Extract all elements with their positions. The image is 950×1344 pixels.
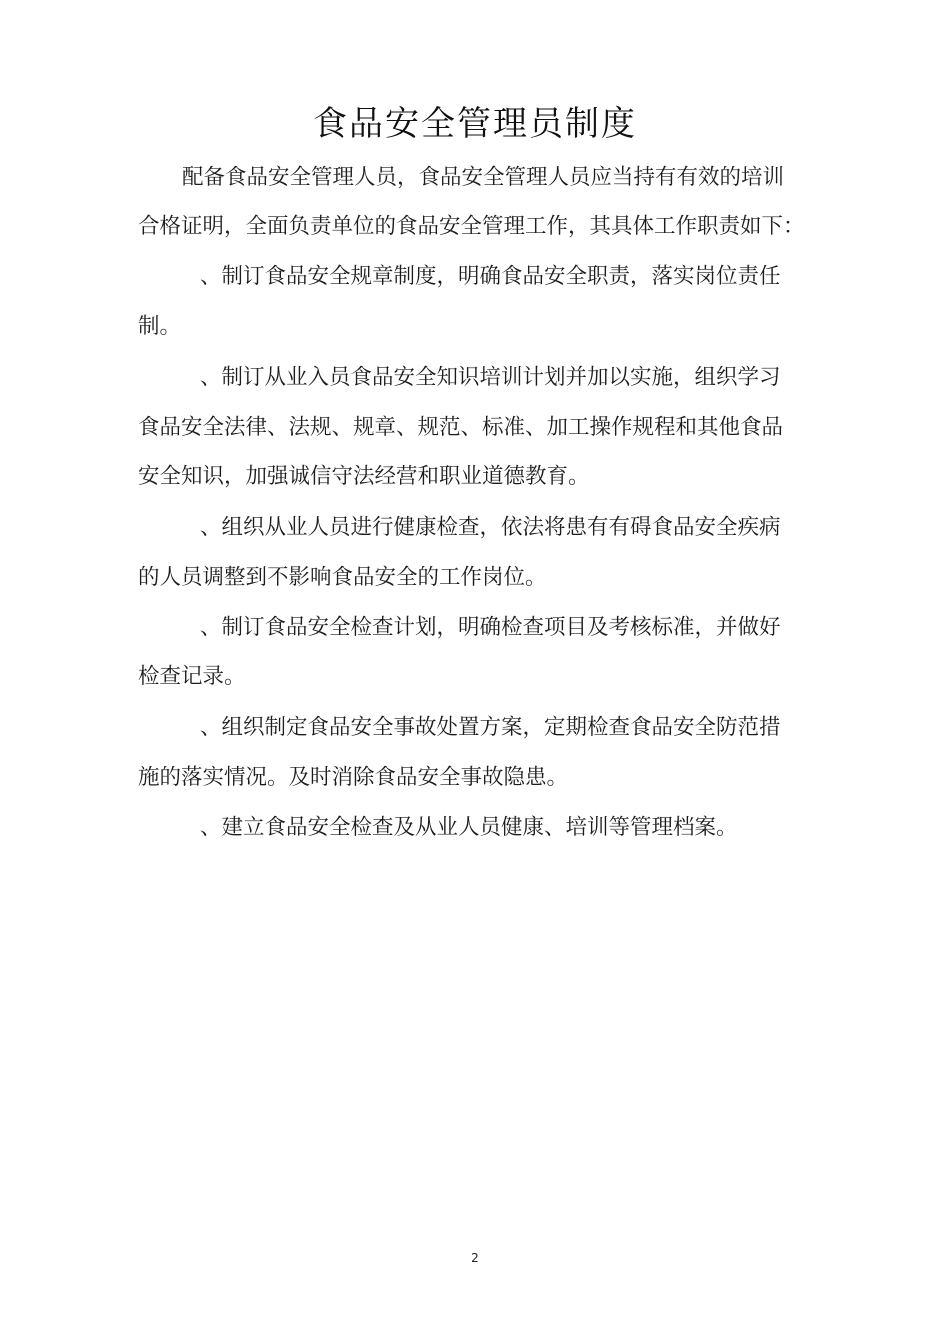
body-line: 的人员调整到不影响食品安全的工作岗位。 bbox=[138, 565, 547, 590]
body-line: 施的落实情况。及时消除食品安全事故隐患。 bbox=[138, 765, 569, 790]
body-line: 配备食品安全管理人员，食品安全管理人员应当持有有效的培训 bbox=[182, 165, 785, 190]
body-line: 合格证明，全面负责单位的食品安全管理工作，其具体工作职责如下： bbox=[138, 214, 805, 239]
page-number: 2 bbox=[471, 1251, 479, 1265]
body-line: 、建立食品安全检查及从业人员健康、培训等管理档案。 bbox=[200, 815, 738, 840]
body-line: 、组织从业人员进行健康检查，依法将患有有碍食品安全疾病 bbox=[200, 515, 781, 540]
body-line: 、制订食品安全规章制度，明确食品安全职责，落实岗位责任 bbox=[200, 264, 781, 289]
body-line: 制。 bbox=[138, 314, 182, 339]
body-line: 检查记录。 bbox=[138, 664, 246, 689]
body-line: 、组织制定食品安全事故处置方案，定期检查食品安全防范措 bbox=[200, 715, 781, 740]
document-title: 食品安全管理员制度 bbox=[313, 104, 637, 144]
body-line: 、制订食品安全检查计划，明确检查项目及考核标准，并做好 bbox=[200, 615, 781, 640]
body-line: 食品安全法律、法规、规章、规范、标准、加工操作规程和其他食品 bbox=[138, 415, 784, 440]
body-line: 安全知识，加强诚信守法经营和职业道德教育。 bbox=[138, 464, 590, 489]
body-line: 、制订从业入员食品安全知识培训计划并加以实施，组织学习 bbox=[200, 365, 781, 390]
